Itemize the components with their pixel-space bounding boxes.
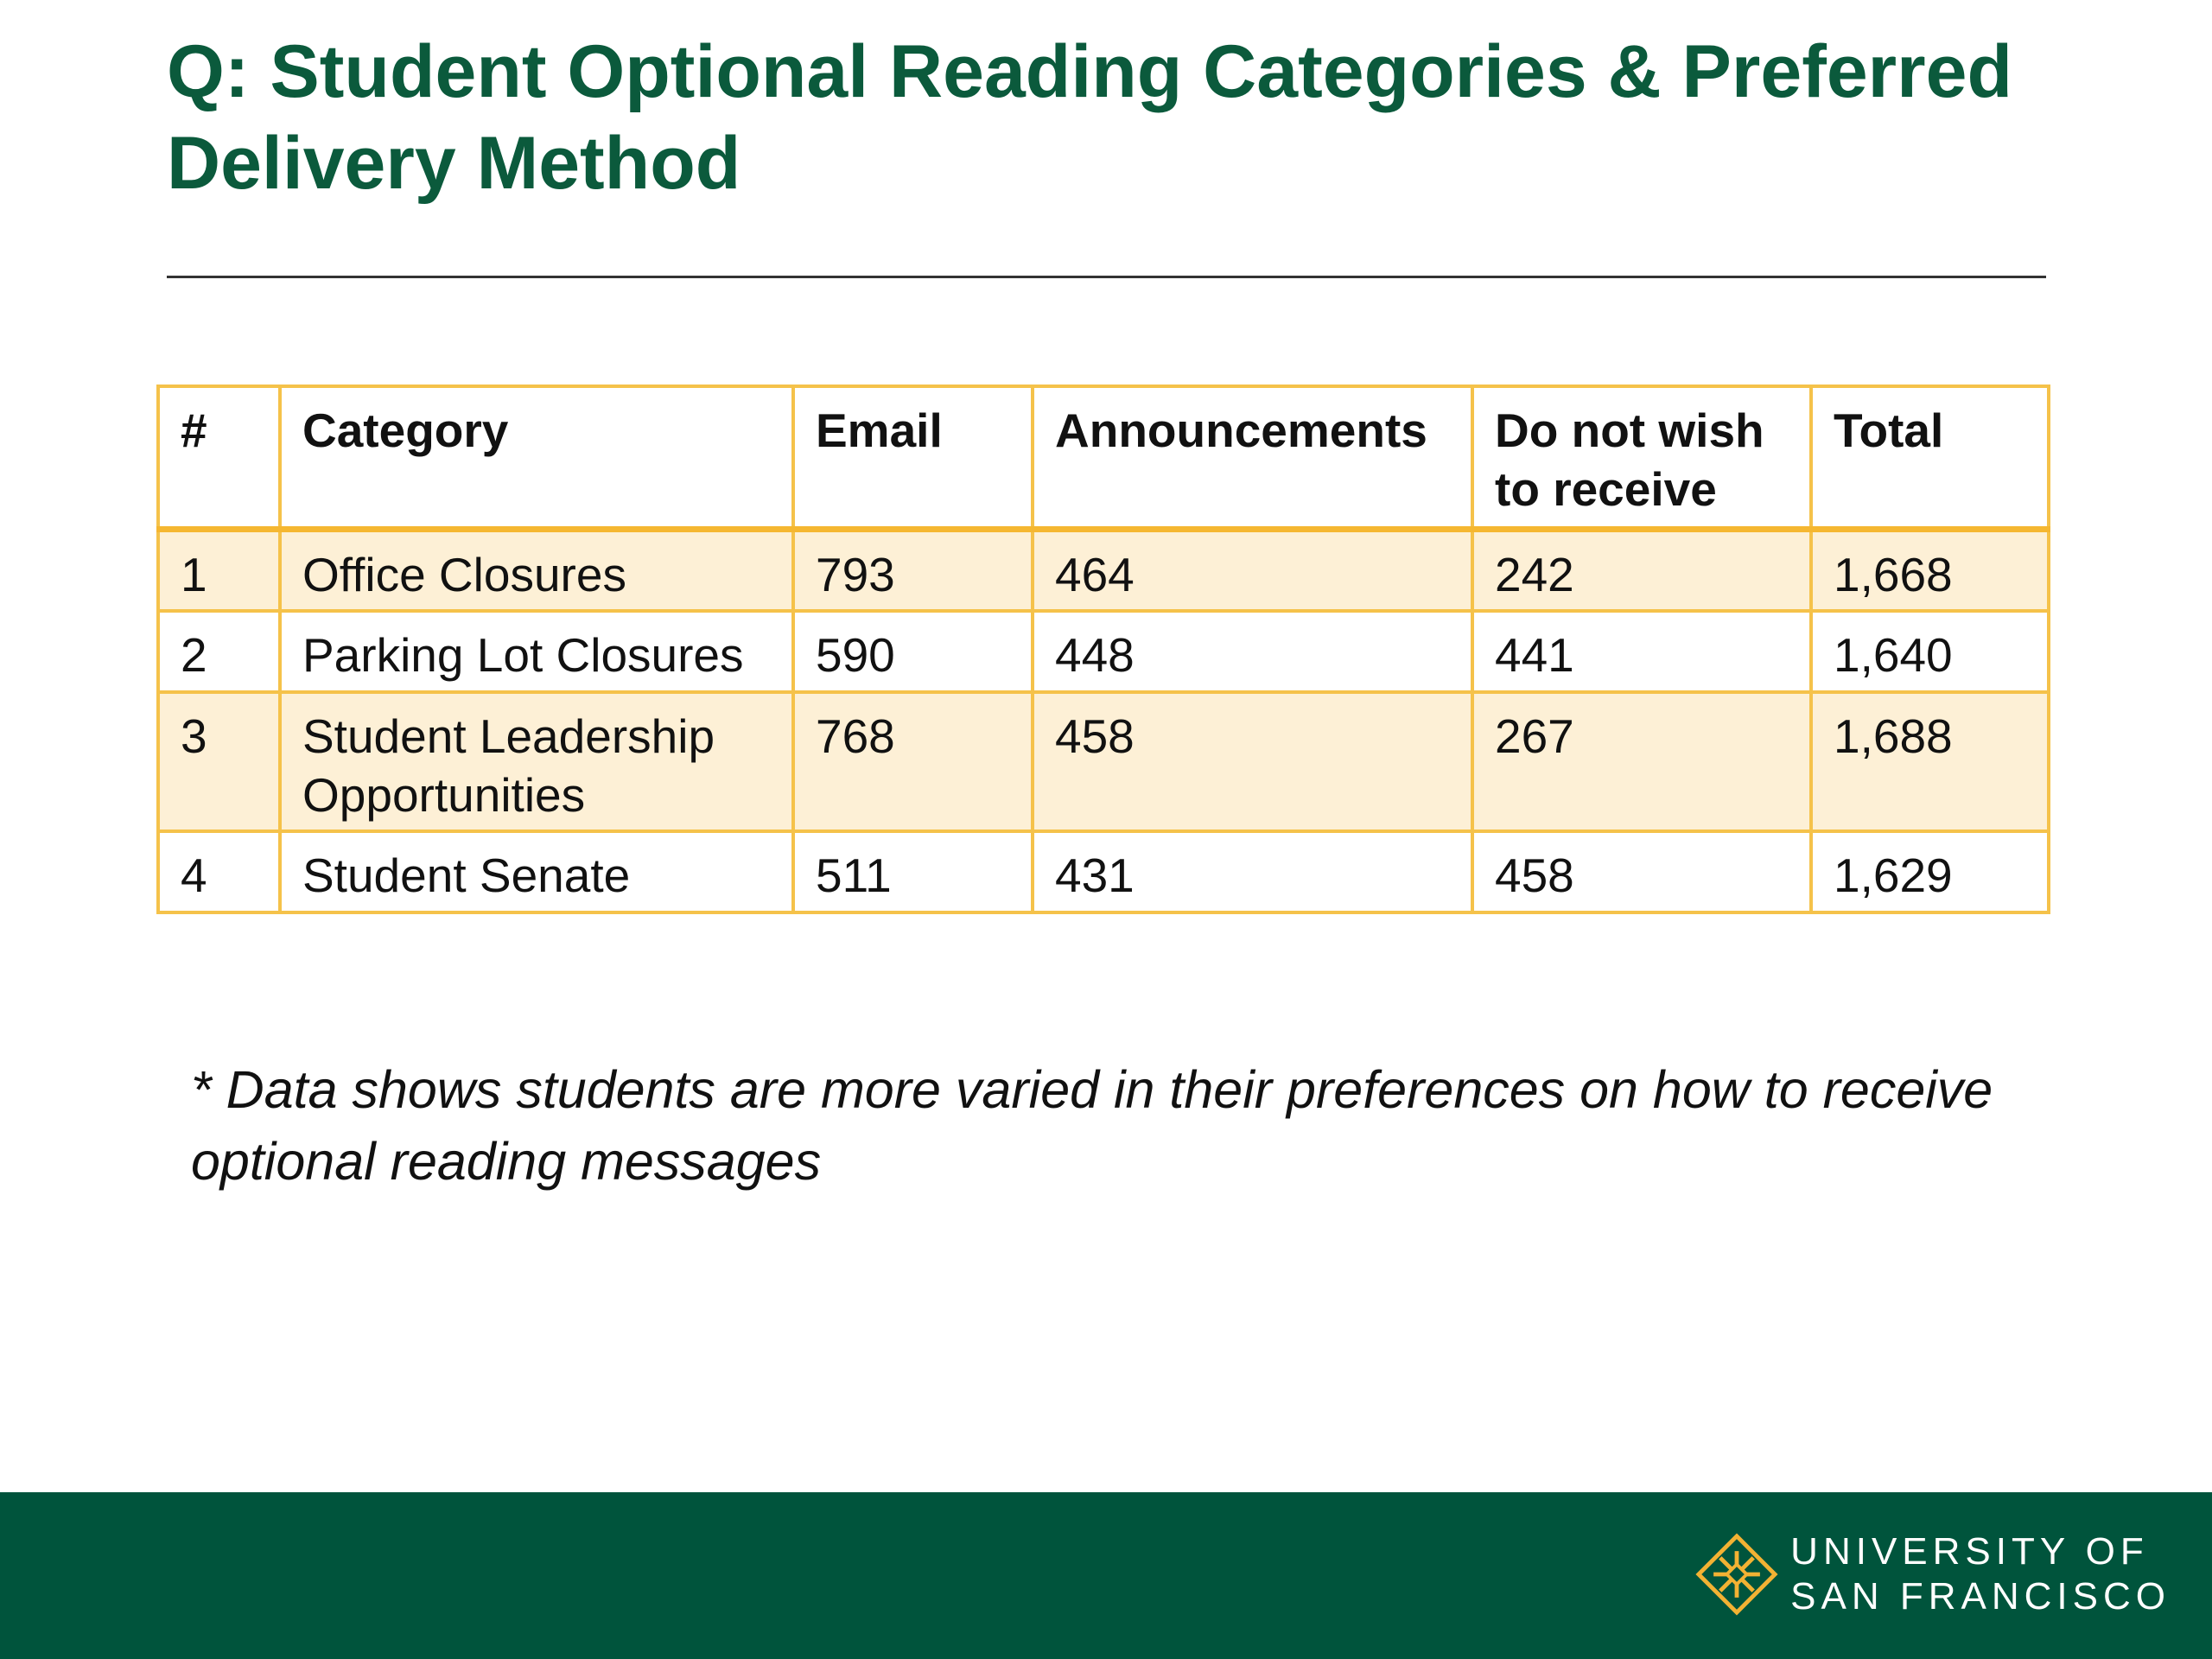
cell-do-not-wish: 441	[1472, 611, 1811, 692]
header-number: #	[158, 386, 280, 530]
footnote: * Data shows students are more varied in their preferences on how to receive optional reading messages	[191, 1060, 1993, 1191]
cell-email: 511	[793, 831, 1033, 912]
cell-announcements: 464	[1033, 530, 1472, 611]
table-row	[158, 831, 2049, 912]
cell-email: 590	[793, 611, 1033, 692]
header-total: Total	[1811, 386, 2049, 530]
logo-line-san-francisco: SAN FRANCISCO	[1790, 1575, 2171, 1618]
usf-logo-icon	[1695, 1533, 1778, 1616]
cell-total: 1,668	[1811, 530, 2049, 611]
cell-category: Parking Lot Closures	[280, 611, 793, 692]
cell-category: Office Closures	[280, 530, 793, 611]
cell-number: 4	[158, 831, 280, 912]
slide-title: Q: Student Optional Reading Categories & Preferred Delivery Method	[167, 30, 2012, 205]
cell-total: 1,640	[1811, 611, 2049, 692]
cell-email: 768	[793, 692, 1033, 831]
cell-category: Student Senate	[280, 831, 793, 912]
cell-announcements: 448	[1033, 611, 1472, 692]
cell-total: 1,688	[1811, 692, 2049, 831]
header-category: Category	[280, 386, 793, 530]
table-row	[158, 530, 2049, 611]
title-divider	[167, 276, 2046, 278]
header-announcements: Announcements	[1033, 386, 1472, 530]
header-email: Email	[793, 386, 1033, 530]
delivery-preferences-table	[156, 385, 2050, 914]
logo-wordmark	[1790, 1529, 2171, 1619]
usf-logo	[1695, 1529, 2171, 1619]
cell-do-not-wish: 267	[1472, 692, 1811, 831]
logo-line-university: UNIVERSITY OF	[1790, 1530, 2149, 1573]
cell-number: 3	[158, 692, 280, 831]
cell-announcements: 458	[1033, 692, 1472, 831]
cell-do-not-wish: 458	[1472, 831, 1811, 912]
table-row	[158, 611, 2049, 692]
cell-do-not-wish: 242	[1472, 530, 1811, 611]
cell-number: 2	[158, 611, 280, 692]
table-row	[158, 692, 2049, 831]
cell-total: 1,629	[1811, 831, 2049, 912]
cell-email: 793	[793, 530, 1033, 611]
cell-category: Student Leadership Opportunities	[280, 692, 793, 831]
footer-bar	[0, 1492, 2212, 1659]
header-do-not-wish: Do not wish to receive	[1472, 386, 1811, 530]
cell-number: 1	[158, 530, 280, 611]
cell-announcements: 431	[1033, 831, 1472, 912]
table-header-row	[158, 386, 2049, 530]
